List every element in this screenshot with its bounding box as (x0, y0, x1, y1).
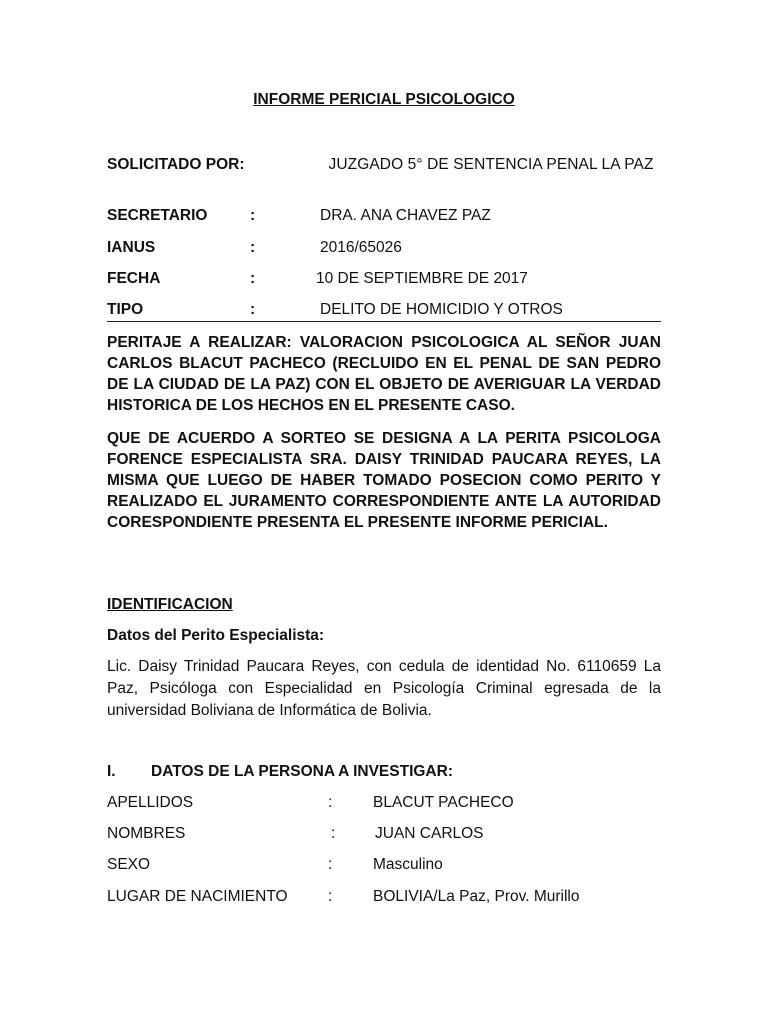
header-divider (107, 321, 661, 322)
identificacion-heading: IDENTIFICACION (107, 596, 233, 613)
data-colon: : (328, 888, 333, 905)
header-colon: : (250, 207, 256, 224)
header-colon: : (250, 301, 256, 318)
header-value: 10 DE SEPTIEMBRE DE 2017 (316, 270, 528, 287)
designacion-paragraph: QUE DE ACUERDO A SORTEO SE DESIGNA A LA PERITA PSICOLOGA FORENCE ESPECIALISTA SRA. DAISY TRINIDAD PAUCARA REYES, LA MISMA QUE LUEGO DE HABER TOMADO POSECION COMO PERITO Y REALIZADO EL JURAMENTO CORRESPONDIENTE ANTE LA AUTORIDAD CORESPONDIENTE PRESENTA EL PRESENTE INFORME PERICIAL. (107, 430, 661, 531)
document-title: INFORME PERICIAL PSICOLOGICO (253, 91, 515, 108)
solicitado-por-label: SOLICITADO POR: (107, 156, 245, 173)
data-row-sexo (107, 854, 661, 876)
header-value: 2016/65026 (320, 239, 402, 256)
data-colon: : (328, 856, 333, 873)
perito-details-paragraph: Lic. Daisy Trinidad Paucara Reyes, con cedula de identidad No. 6110659 La Paz, Psicóloga con Especialidad en Psicología Criminal egresada de la universidad Boliviana de Informática de Bolivia. (107, 658, 661, 719)
section-1-heading (107, 761, 453, 783)
data-label: LUGAR DE NACIMIENTO (107, 888, 288, 905)
perito-subheading: Datos del Perito Especialista: (107, 627, 325, 644)
data-colon: : (328, 794, 333, 811)
header-value: DRA. ANA CHAVEZ PAZ (320, 207, 491, 224)
data-row-lugar-de-nacimiento (107, 886, 661, 908)
data-value: BOLIVIA/La Paz, Prov. Murillo (373, 888, 580, 905)
header-colon: : (250, 270, 256, 287)
data-row-apellidos (107, 792, 661, 814)
header-label: TIPO (107, 301, 144, 318)
data-label: NOMBRES (107, 825, 186, 842)
data-label: APELLIDOS (107, 794, 194, 811)
data-value: BLACUT PACHECO (373, 794, 514, 811)
header-label: IANUS (107, 239, 156, 256)
header-value: DELITO DE HOMICIDIO Y OTROS (320, 301, 563, 318)
header-colon: : (250, 239, 256, 256)
solicitado-por-value: JUZGADO 5° DE SENTENCIA PENAL LA PAZ (328, 156, 654, 173)
section-title: DATOS DE LA PERSONA A INVESTIGAR: (151, 763, 453, 780)
header-label: FECHA (107, 270, 161, 287)
peritaje-paragraph: PERITAJE A REALIZAR: VALORACION PSICOLOGICA AL SEÑOR JUAN CARLOS BLACUT PACHECO (RECLUIDO EN EL PENAL DE SAN PEDRO DE LA CIUDAD DE LA PAZ) CON EL OBJETO DE AVERIGUAR LA VERDAD HISTORICA DE LOS HECHOS EN EL PRESENTE CASO. (107, 334, 661, 414)
solicitado-por-field (107, 154, 661, 176)
data-value: Masculino (373, 856, 443, 873)
data-label: SEXO (107, 856, 151, 873)
header-label: SECRETARIO (107, 207, 208, 224)
section-number: I. (107, 763, 116, 780)
data-colon: : (331, 825, 336, 842)
data-row-nombres (107, 823, 661, 845)
data-value: JUAN CARLOS (375, 825, 484, 842)
